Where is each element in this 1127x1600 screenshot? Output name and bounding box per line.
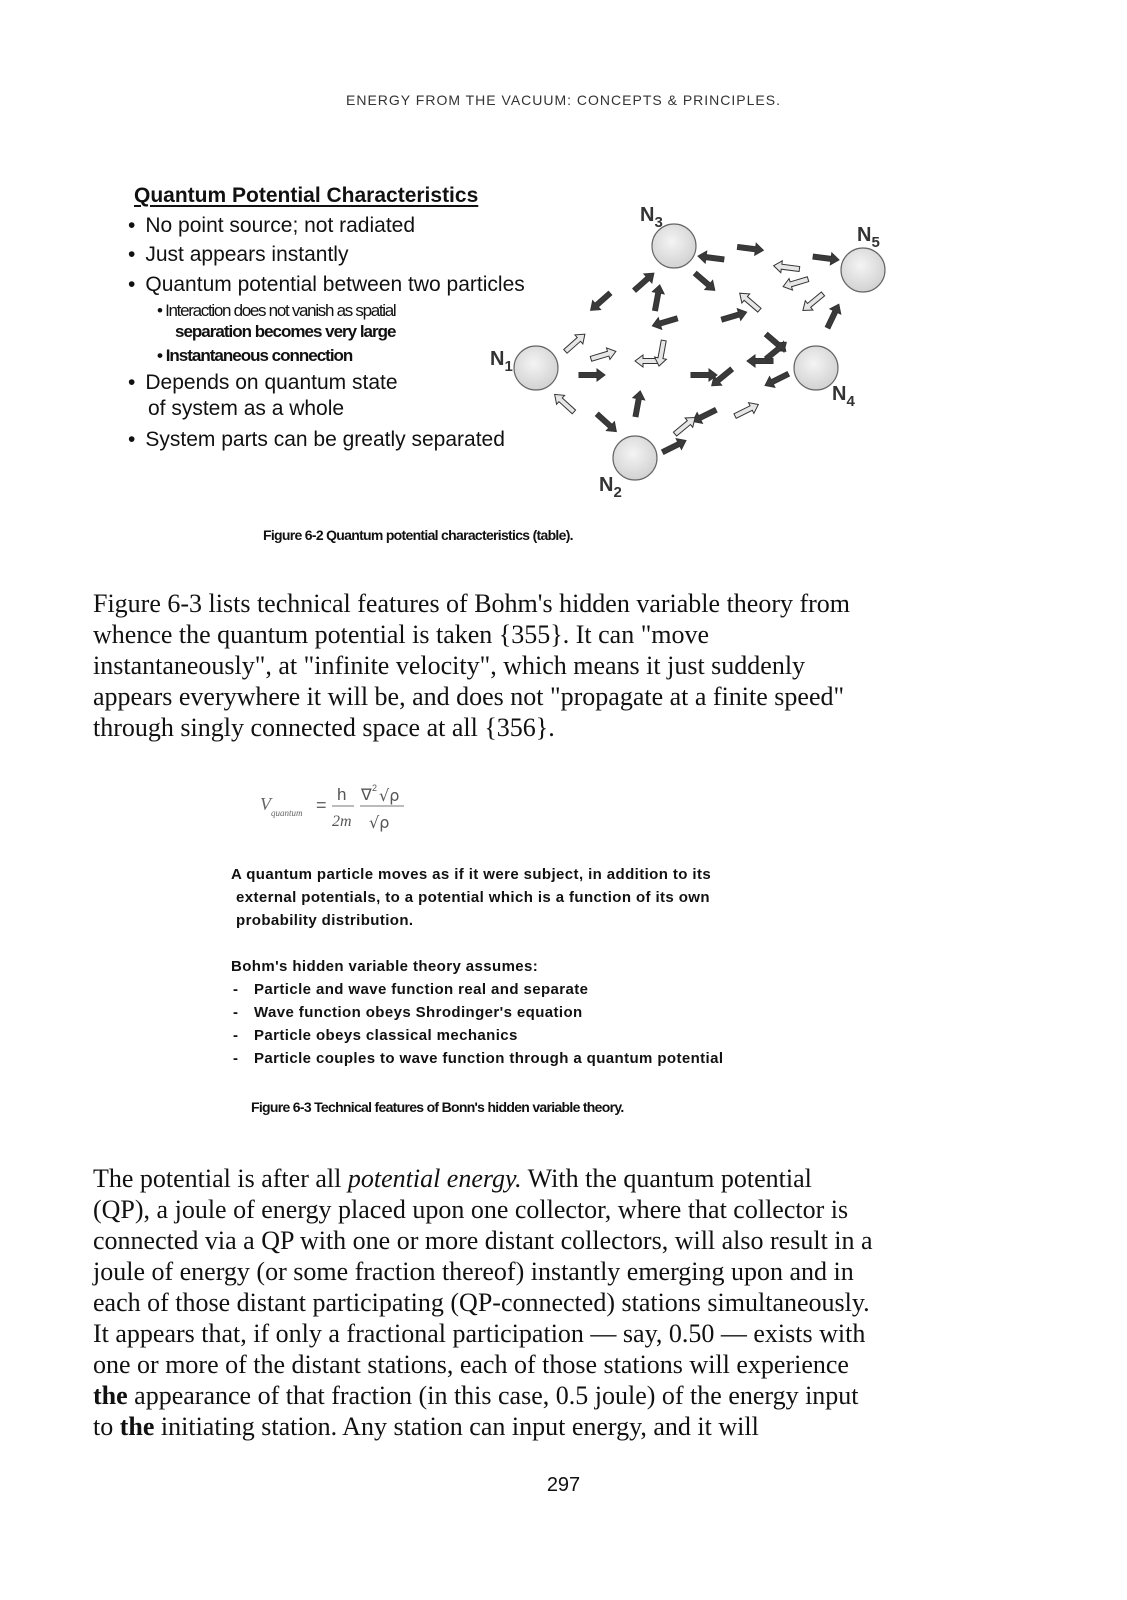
running-header: ENERGY FROM THE VACUUM: CONCEPTS & PRINCIPLES.	[346, 92, 781, 108]
text-line: Figure 6-3 lists technical features of Bohm's hidden variable theory from	[93, 589, 851, 618]
connection-arrow	[660, 435, 689, 457]
text-line: connected via a QP with one or more distant collectors, will also result in a	[93, 1226, 873, 1255]
svg-text:quantum: quantum	[271, 808, 303, 818]
sub-bullet-item: • Interaction does not vanish as spatial	[157, 301, 396, 320]
text-line: probability distribution.	[236, 912, 414, 929]
text-line: (QP), a joule of energy placed upon one collector, where that collector is	[93, 1195, 849, 1224]
bullet-continuation: of system as a whole	[148, 397, 345, 420]
connection-arrow	[732, 399, 761, 421]
connection-arrow	[697, 250, 724, 265]
text-line: joule of energy (or some fraction thereof) instantly emerging upon and in	[93, 1257, 854, 1286]
body-paragraph	[93, 1163, 943, 1442]
svg-text:h: h	[337, 785, 347, 804]
connection-arrow	[762, 369, 791, 391]
quantum-network-diagram	[480, 180, 900, 510]
bullet-item: • System parts can be greatly separated	[128, 428, 505, 451]
connection-arrow	[579, 369, 605, 381]
sub-bullet-continuation: separation becomes very large	[175, 322, 396, 341]
connection-arrow	[737, 241, 764, 256]
list-item: - Wave function obeys Shrodinger's equation	[233, 1004, 583, 1021]
bullet-item: • Depends on quantum state	[128, 371, 398, 394]
bullet-item: • No point source; not radiated	[128, 214, 416, 237]
connection-arrow	[651, 313, 679, 332]
connection-arrow	[649, 284, 666, 312]
node-n5	[841, 248, 885, 292]
node-label-n2: $N_2$	[599, 474, 622, 501]
figure-caption: Figure 6-2 Quantum potential characteristics (table).	[263, 527, 573, 543]
svg-text:2m: 2m	[332, 813, 352, 830]
node-label-n1: $N_1$	[490, 348, 513, 375]
connection-arrow	[593, 410, 620, 436]
bullet-item: • Quantum potential between two particles	[128, 273, 525, 296]
connection-arrow	[720, 306, 748, 325]
node-label-n5: $N_5$	[857, 224, 880, 251]
connection-arrow	[561, 330, 588, 356]
text-line: the appearance of that fraction (in this case, 0.5 joule) of the energy input	[93, 1381, 859, 1410]
connection-arrow	[551, 390, 578, 416]
svg-text:∇: ∇	[361, 787, 372, 804]
body-paragraph	[93, 588, 943, 743]
text-line: one or more of the distant stations, each of those stations will experience	[93, 1350, 849, 1379]
text-line: through singly connected space at all {356}.	[93, 713, 555, 742]
svg-text:√ρ: √ρ	[369, 813, 390, 832]
svg-text:√ρ: √ρ	[379, 786, 400, 805]
node-label-n3: $N_3$	[640, 204, 663, 231]
svg-text:2: 2	[372, 783, 378, 793]
node-label-n4: $N_4$	[832, 383, 855, 410]
connection-arrow	[773, 260, 800, 275]
figure-caption: Figure 6-3 Technical features of Bonn's hidden variable theory.	[251, 1099, 624, 1115]
list-item: - Particle couples to wave function through a quantum potential	[233, 1050, 724, 1067]
quantum-potential-formula	[258, 780, 428, 840]
connection-arrow	[822, 302, 844, 331]
assumptions-list	[231, 955, 723, 1070]
connection-arrow	[690, 405, 719, 427]
list-heading: Bohm's hidden variable theory assumes:	[231, 958, 539, 975]
figure-description	[231, 863, 711, 932]
figure-6-2	[0, 180, 1127, 560]
sub-bullet-item: • Instantaneous connection	[157, 346, 353, 365]
connection-arrow	[630, 390, 647, 418]
list-item: - Particle obeys classical mechanics	[233, 1027, 518, 1044]
connection-arrow	[812, 251, 839, 266]
node-n2	[613, 436, 657, 480]
connection-arrow	[587, 289, 614, 315]
text-line: The potential is after all potential energy. With the quantum potential	[93, 1164, 812, 1193]
svg-text:V: V	[260, 794, 271, 814]
connection-arrow	[589, 346, 617, 365]
svg-text:=: =	[316, 795, 327, 815]
page-number: 297	[546, 1474, 581, 1496]
node-n1	[514, 346, 558, 390]
connection-arrow	[691, 269, 719, 295]
list-item: - Particle and wave function real and separate	[233, 981, 589, 998]
connection-arrow	[781, 273, 809, 292]
connection-arrows	[551, 241, 845, 457]
text-line: to the initiating station. Any station can input energy, and it will	[93, 1412, 759, 1441]
bullet-item: • Just appears instantly	[128, 243, 349, 266]
text-line: It appears that, if only a fractional participation — say, 0.50 — exists with	[93, 1319, 866, 1348]
text-line: instantaneously", at "infinite velocity", which means it just suddenly	[93, 651, 806, 680]
text-line: each of those distant participating (QP-connected) stations simultaneously.	[93, 1288, 870, 1317]
connection-arrow	[799, 289, 827, 315]
figure-title: Quantum Potential Characteristics	[134, 184, 479, 207]
text-line: appears everywhere it will be, and does not "propagate at a finite speed"	[93, 682, 845, 711]
text-line: A quantum particle moves as if it were subject, in addition to its	[231, 866, 712, 883]
text-line: whence the quantum potential is taken {355}. It can "move	[93, 620, 710, 649]
text-line: external potentials, to a potential which is a function of its own	[236, 889, 710, 906]
